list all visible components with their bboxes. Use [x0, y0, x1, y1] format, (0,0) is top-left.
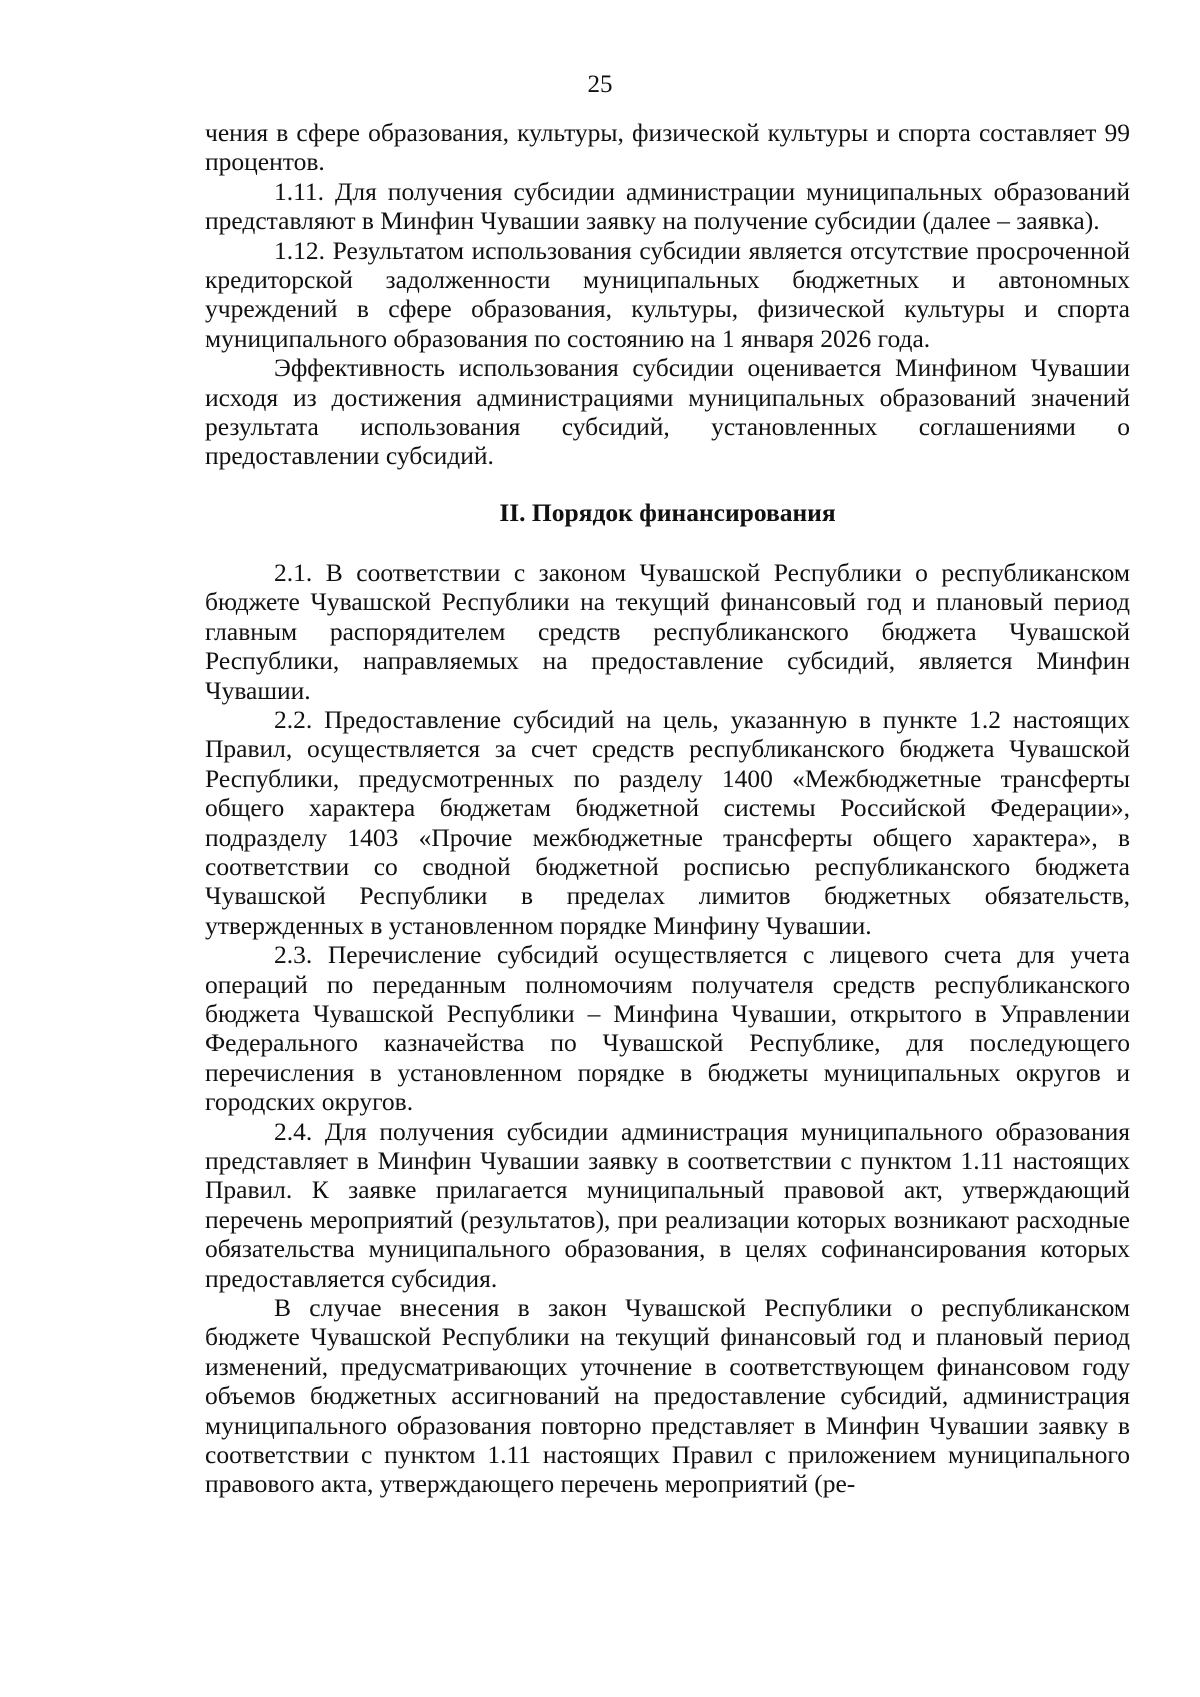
paragraph-2-3: 2.3. Перечисление субсидий осуществляется с лицевого счета для учета операций по переданным полномочиям получателя средств республиканского бюджета Чувашской Республики – Минфина Чувашии, открытого в Управлении Федерального казначейства по Чувашской Республике, для последующего перечисления в установленном порядке в бюджеты муниципальных округов и городских округов. [205, 940, 1130, 1117]
paragraph-1-12: 1.12. Результатом использования субсидии является отсутствие просроченной кредиторской задолженности муниципальных бюджетных и автономных учреждений в сфере образования, культуры, физической культуры и спорта муниципального образования по состоянию на 1 января 2026 года. [205, 235, 1130, 353]
page-number: 25 [587, 71, 613, 98]
paragraph-efficiency: Эффективность использования субсидии оценивается Минфином Чувашии исходя из достижения администрациями муниципальных образований значений результата использования субсидий, установленных соглашениями о предоставлении субсидий. [205, 353, 1130, 471]
section-heading: II. Порядок финансирования [499, 497, 836, 527]
paragraph-amendment: В случае внесения в закон Чувашской Республики о республиканском бюджете Чувашской Республики на текущий финансовый год и плановый период изменений, предусматривающих уточнение в соответствующем финансовом году объемов бюджетных ассигнований на предоставление субсидий, администрация муниципального образования повторно представляет в Минфин Чувашии заявку в соответствии с пунктом 1.11 настоящих Правил с приложением муниципального правового акта, утверждающего перечень мероприятий (ре- [205, 1293, 1130, 1499]
paragraph-2-1: 2.1. В соответствии с законом Чувашской Республики о республиканском бюджете Чувашской Республики на текущий финансовый год и плановый период главным распорядителем средств республиканского бюджета Чувашской Республики, направляемых на предоставление субсидий, является Минфин Чувашии. [205, 557, 1130, 705]
paragraph-2-2: 2.2. Предоставление субсидий на цель, указанную в пункте 1.2 настоящих Правил, осуществляется за счет средств республиканского бюджета Чувашской Республики, предусмотренных по разделу 1400 «Межбюджетные трансферты общего характера бюджетам бюджетной системы Российской Федерации», подразделу 1403 «Прочие межбюджетные трансферты общего характера», в соответствии со сводной бюджетной росписью республиканского бюджета Чувашской Республики в пределах лимитов бюджетных обязательств, утвержденных в установленном порядке Минфину Чувашии. [205, 704, 1130, 940]
paragraph-1-11: 1.11. Для получения субсидии администрации муниципальных образований представляют в Минфин Чувашии заявку на получение субсидии (далее – заявка). [205, 176, 1130, 236]
paragraph-2-4: 2.4. Для получения субсидии администрация муниципального образования представляет в Минфин Чувашии заявку в соответствии с пунктом 1.11 настоящих Правил. К заявке прилагается муниципальный правовой акт, утверждающий перечень мероприятий (результатов), при реализации которых возникают расходные обязательства муниципального образования, в целях софинансирования которых предоставляется субсидия. [205, 1116, 1130, 1293]
paragraph-continuation: чения в сфере образования, культуры, физической культуры и спорта составляет 99 процентов. [205, 118, 1130, 177]
document-body [205, 118, 1130, 1499]
